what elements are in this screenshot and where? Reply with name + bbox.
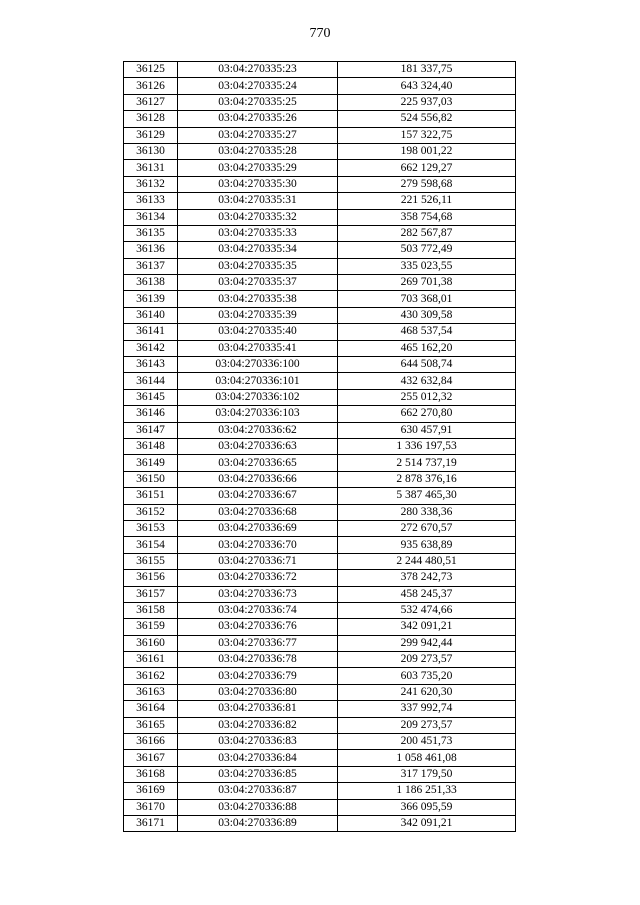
row-number-cell: 36142: [124, 340, 178, 356]
cadastral-number-cell: 03:04:270336:85: [178, 766, 338, 782]
cadastral-number-cell: 03:04:270336:74: [178, 602, 338, 618]
cadastral-number-cell: 03:04:270336:66: [178, 471, 338, 487]
table-row: [124, 701, 516, 717]
cadastral-number-cell: 03:04:270336:73: [178, 586, 338, 602]
table-row: [124, 340, 516, 356]
value-cell: 378 242,73: [338, 570, 516, 586]
table-row: [124, 438, 516, 454]
table-row: [124, 815, 516, 831]
table-row: [124, 209, 516, 225]
row-number-cell: 36138: [124, 275, 178, 291]
cadastral-number-cell: 03:04:270335:29: [178, 160, 338, 176]
cadastral-number-cell: 03:04:270336:103: [178, 406, 338, 422]
row-number-cell: 36129: [124, 127, 178, 143]
value-cell: 468 537,54: [338, 324, 516, 340]
row-number-cell: 36165: [124, 717, 178, 733]
value-cell: 225 937,03: [338, 94, 516, 110]
table-row: [124, 504, 516, 520]
table-row: [124, 750, 516, 766]
cadastral-number-cell: 03:04:270335:40: [178, 324, 338, 340]
cadastral-number-cell: 03:04:270335:30: [178, 176, 338, 192]
row-number-cell: 36153: [124, 520, 178, 536]
row-number-cell: 36161: [124, 652, 178, 668]
row-number-cell: 36144: [124, 373, 178, 389]
cadastral-number-cell: 03:04:270335:26: [178, 111, 338, 127]
row-number-cell: 36132: [124, 176, 178, 192]
value-cell: 703 368,01: [338, 291, 516, 307]
row-number-cell: 36169: [124, 783, 178, 799]
value-cell: 209 273,57: [338, 717, 516, 733]
value-cell: 221 526,11: [338, 193, 516, 209]
cadastral-number-cell: 03:04:270336:79: [178, 668, 338, 684]
row-number-cell: 36152: [124, 504, 178, 520]
value-cell: 1 336 197,53: [338, 438, 516, 454]
table-row: [124, 422, 516, 438]
row-number-cell: 36154: [124, 537, 178, 553]
cadastral-number-cell: 03:04:270336:84: [178, 750, 338, 766]
row-number-cell: 36166: [124, 734, 178, 750]
cadastral-number-cell: 03:04:270335:25: [178, 94, 338, 110]
cadastral-number-cell: 03:04:270335:27: [178, 127, 338, 143]
row-number-cell: 36170: [124, 799, 178, 815]
value-cell: 644 508,74: [338, 357, 516, 373]
row-number-cell: 36163: [124, 684, 178, 700]
value-cell: 342 091,21: [338, 815, 516, 831]
table-row: [124, 225, 516, 241]
cadastral-number-cell: 03:04:270336:82: [178, 717, 338, 733]
table-row: [124, 553, 516, 569]
table-row: [124, 520, 516, 536]
table-row: [124, 684, 516, 700]
table-row: [124, 734, 516, 750]
value-cell: 662 270,80: [338, 406, 516, 422]
row-number-cell: 36139: [124, 291, 178, 307]
cadastral-number-cell: 03:04:270335:39: [178, 307, 338, 323]
value-cell: 342 091,21: [338, 619, 516, 635]
cadastral-number-cell: 03:04:270336:101: [178, 373, 338, 389]
cadastral-number-cell: 03:04:270336:100: [178, 357, 338, 373]
row-number-cell: 36149: [124, 455, 178, 471]
row-number-cell: 36125: [124, 62, 178, 78]
table-row: [124, 766, 516, 782]
cadastral-number-cell: 03:04:270336:72: [178, 570, 338, 586]
value-cell: 532 474,66: [338, 602, 516, 618]
table-row: [124, 668, 516, 684]
cadastral-number-cell: 03:04:270336:88: [178, 799, 338, 815]
value-cell: 299 942,44: [338, 635, 516, 651]
value-cell: 465 162,20: [338, 340, 516, 356]
cadastral-number-cell: 03:04:270336:63: [178, 438, 338, 454]
table-row: [124, 537, 516, 553]
table-row: [124, 455, 516, 471]
cadastral-number-cell: 03:04:270336:77: [178, 635, 338, 651]
row-number-cell: 36137: [124, 258, 178, 274]
value-cell: 1 058 461,08: [338, 750, 516, 766]
value-cell: 2 878 376,16: [338, 471, 516, 487]
row-number-cell: 36127: [124, 94, 178, 110]
table-row: [124, 176, 516, 192]
row-number-cell: 36131: [124, 160, 178, 176]
value-cell: 2 514 737,19: [338, 455, 516, 471]
page-number: 770: [309, 26, 331, 41]
row-number-cell: 36135: [124, 225, 178, 241]
table-row: [124, 258, 516, 274]
row-number-cell: 36160: [124, 635, 178, 651]
cadastral-number-cell: 03:04:270336:71: [178, 553, 338, 569]
value-cell: 358 754,68: [338, 209, 516, 225]
value-cell: 630 457,91: [338, 422, 516, 438]
cadastral-number-cell: 03:04:270336:80: [178, 684, 338, 700]
value-cell: 2 244 480,51: [338, 553, 516, 569]
value-cell: 241 620,30: [338, 684, 516, 700]
value-cell: 280 338,36: [338, 504, 516, 520]
table-row: [124, 143, 516, 159]
value-cell: 282 567,87: [338, 225, 516, 241]
row-number-cell: 36141: [124, 324, 178, 340]
table-row: [124, 471, 516, 487]
table-row: [124, 652, 516, 668]
value-cell: 458 245,37: [338, 586, 516, 602]
table-row: [124, 717, 516, 733]
row-number-cell: 36157: [124, 586, 178, 602]
table-row: [124, 127, 516, 143]
value-cell: 335 023,55: [338, 258, 516, 274]
value-cell: 279 598,68: [338, 176, 516, 192]
value-cell: 255 012,32: [338, 389, 516, 405]
cadastral-number-cell: 03:04:270335:23: [178, 62, 338, 78]
value-cell: 198 001,22: [338, 143, 516, 159]
row-number-cell: 36145: [124, 389, 178, 405]
value-cell: 662 129,27: [338, 160, 516, 176]
table-row: [124, 406, 516, 422]
row-number-cell: 36155: [124, 553, 178, 569]
cadastral-number-cell: 03:04:270335:34: [178, 242, 338, 258]
cadastral-number-cell: 03:04:270335:33: [178, 225, 338, 241]
table-row: [124, 193, 516, 209]
value-cell: 272 670,57: [338, 520, 516, 536]
table-row: [124, 389, 516, 405]
cadastral-number-cell: 03:04:270335:37: [178, 275, 338, 291]
table-row: [124, 635, 516, 651]
value-cell: 157 322,75: [338, 127, 516, 143]
row-number-cell: 36136: [124, 242, 178, 258]
row-number-cell: 36128: [124, 111, 178, 127]
row-number-cell: 36134: [124, 209, 178, 225]
value-cell: 603 735,20: [338, 668, 516, 684]
value-cell: 524 556,82: [338, 111, 516, 127]
table-row: [124, 799, 516, 815]
row-number-cell: 36151: [124, 488, 178, 504]
row-number-cell: 36171: [124, 815, 178, 831]
row-number-cell: 36159: [124, 619, 178, 635]
value-cell: 643 324,40: [338, 78, 516, 94]
value-cell: 5 387 465,30: [338, 488, 516, 504]
table-row: [124, 62, 516, 78]
cadastral-number-cell: 03:04:270335:41: [178, 340, 338, 356]
cadastral-number-cell: 03:04:270335:38: [178, 291, 338, 307]
row-number-cell: 36133: [124, 193, 178, 209]
cadastral-number-cell: 03:04:270336:89: [178, 815, 338, 831]
table-row: [124, 324, 516, 340]
cadastral-number-cell: 03:04:270336:78: [178, 652, 338, 668]
value-cell: 503 772,49: [338, 242, 516, 258]
value-cell: 269 701,38: [338, 275, 516, 291]
row-number-cell: 36167: [124, 750, 178, 766]
row-number-cell: 36147: [124, 422, 178, 438]
cadastral-number-cell: 03:04:270335:31: [178, 193, 338, 209]
row-number-cell: 36140: [124, 307, 178, 323]
table-row: [124, 307, 516, 323]
cadastral-number-cell: 03:04:270336:67: [178, 488, 338, 504]
table-body: [124, 62, 516, 832]
cadastral-number-cell: 03:04:270336:68: [178, 504, 338, 520]
value-cell: 181 337,75: [338, 62, 516, 78]
value-cell: 935 638,89: [338, 537, 516, 553]
cadastral-number-cell: 03:04:270336:76: [178, 619, 338, 635]
cadastral-number-cell: 03:04:270336:102: [178, 389, 338, 405]
table-row: [124, 602, 516, 618]
table-row: [124, 570, 516, 586]
table-row: [124, 488, 516, 504]
cadastral-number-cell: 03:04:270336:70: [178, 537, 338, 553]
row-number-cell: 36164: [124, 701, 178, 717]
table-row: [124, 160, 516, 176]
value-cell: 432 632,84: [338, 373, 516, 389]
row-number-cell: 36146: [124, 406, 178, 422]
table-row: [124, 111, 516, 127]
value-cell: 1 186 251,33: [338, 783, 516, 799]
cadastral-number-cell: 03:04:270336:81: [178, 701, 338, 717]
table-row: [124, 291, 516, 307]
table-row: [124, 373, 516, 389]
cadastral-number-cell: 03:04:270335:24: [178, 78, 338, 94]
table-row: [124, 783, 516, 799]
cadastral-number-cell: 03:04:270336:87: [178, 783, 338, 799]
table-row: [124, 619, 516, 635]
row-number-cell: 36156: [124, 570, 178, 586]
cadastral-number-cell: 03:04:270335:32: [178, 209, 338, 225]
row-number-cell: 36150: [124, 471, 178, 487]
cadastral-number-cell: 03:04:270336:62: [178, 422, 338, 438]
table-row: [124, 94, 516, 110]
value-cell: 317 179,50: [338, 766, 516, 782]
row-number-cell: 36148: [124, 438, 178, 454]
cadastral-number-cell: 03:04:270336:69: [178, 520, 338, 536]
table-row: [124, 586, 516, 602]
row-number-cell: 36143: [124, 357, 178, 373]
row-number-cell: 36168: [124, 766, 178, 782]
cadastral-number-cell: 03:04:270335:35: [178, 258, 338, 274]
row-number-cell: 36126: [124, 78, 178, 94]
row-number-cell: 36130: [124, 143, 178, 159]
cadastral-number-cell: 03:04:270336:83: [178, 734, 338, 750]
value-cell: 366 095,59: [338, 799, 516, 815]
data-table: [123, 61, 516, 832]
value-cell: 337 992,74: [338, 701, 516, 717]
table-row: [124, 357, 516, 373]
row-number-cell: 36158: [124, 602, 178, 618]
row-number-cell: 36162: [124, 668, 178, 684]
table-row: [124, 242, 516, 258]
value-cell: 430 309,58: [338, 307, 516, 323]
value-cell: 209 273,57: [338, 652, 516, 668]
table-row: [124, 78, 516, 94]
cadastral-number-cell: 03:04:270335:28: [178, 143, 338, 159]
value-cell: 200 451,73: [338, 734, 516, 750]
cadastral-number-cell: 03:04:270336:65: [178, 455, 338, 471]
table-row: [124, 275, 516, 291]
